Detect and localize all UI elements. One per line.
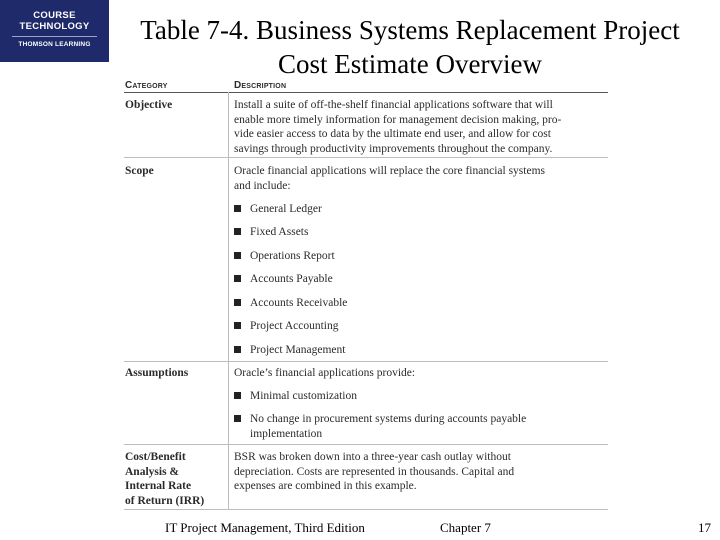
bullet-square-icon	[234, 228, 241, 235]
logo-divider	[12, 36, 97, 37]
bullet-text: Accounts Receivable	[250, 297, 348, 309]
logo-line-3: THOMSON LEARNING	[18, 41, 91, 48]
category-scope: Scope	[125, 165, 154, 177]
header-category: Category	[125, 80, 168, 91]
bullet-text: General Ledger	[250, 203, 322, 215]
category-cost-benefit	[125, 450, 225, 508]
bullet-text: Operations Report	[250, 250, 335, 262]
category-line: of Return (IRR)	[125, 494, 205, 507]
bullet-square-icon	[234, 205, 241, 212]
course-technology-logo	[0, 0, 109, 62]
table-bottom-rule	[124, 509, 608, 510]
bullet-text: Accounts Payable	[250, 273, 333, 285]
category-line: Cost/Benefit	[125, 451, 186, 463]
bullet-text-line: implementation	[250, 427, 323, 440]
column-divider	[228, 92, 229, 510]
row-divider	[124, 157, 608, 158]
description-line: BSR was broken down into a three-year cash outlay without	[234, 451, 511, 463]
description-line: savings through productivity improvements throughout the company.	[234, 142, 553, 155]
footer-page-number: 17	[698, 520, 711, 535]
cost-estimate-table	[124, 80, 608, 510]
bullet-text: Project Management	[250, 344, 346, 356]
description-line: depreciation. Costs are represented in thousands. Capital and	[234, 465, 515, 478]
description-objective	[234, 98, 608, 156]
description-assumptions	[234, 366, 608, 381]
description-scope	[234, 164, 608, 193]
bullet-text	[250, 412, 604, 441]
description-line: vide easier access to data by the ultimate end user, and allow for cost	[234, 128, 551, 140]
bullet-text-line: No change in procurement systems during accounts payable	[250, 413, 527, 425]
bullet-square-icon	[234, 415, 241, 422]
bullet-square-icon	[234, 275, 241, 282]
category-line: Analysis &	[125, 465, 179, 478]
category-assumptions: Assumptions	[125, 367, 189, 379]
description-line: Install a suite of off-the-shelf financial applications software that will	[234, 99, 553, 111]
title-line-2: Cost Estimate Overview	[278, 49, 542, 79]
title-line-1: Table 7-4. Business Systems Replacement Project	[140, 15, 680, 45]
bullet-square-icon	[234, 346, 241, 353]
slide-title	[110, 13, 710, 81]
description-line: Oracle’s financial applications provide:	[234, 367, 416, 379]
footer-book-title: IT Project Management, Third Edition	[165, 520, 365, 535]
bullet-square-icon	[234, 392, 241, 399]
footer-chapter: Chapter 7	[440, 520, 491, 535]
description-line: Oracle financial applications will replace the core financial systems	[234, 165, 546, 177]
row-divider	[124, 444, 608, 445]
bullet-square-icon	[234, 299, 241, 306]
header-description: Description	[234, 80, 287, 91]
bullet-text: Fixed Assets	[250, 226, 309, 238]
description-line: expenses are combined in this example.	[234, 480, 417, 492]
description-line: and include:	[234, 179, 291, 192]
bullet-text: Minimal customization	[250, 390, 357, 402]
bullet-text: Project Accounting	[250, 320, 339, 332]
row-divider	[124, 361, 608, 362]
category-line: Internal Rate	[125, 480, 192, 492]
logo-line-2: TECHNOLOGY	[19, 21, 90, 32]
bullet-square-icon	[234, 252, 241, 259]
description-line: enable more timely information for management decision making, pro-	[234, 113, 562, 126]
logo-line-1: COURSE	[33, 10, 76, 21]
category-objective: Objective	[125, 99, 173, 111]
description-cost-benefit	[234, 450, 608, 494]
bullet-square-icon	[234, 322, 241, 329]
header-rule	[124, 92, 608, 93]
